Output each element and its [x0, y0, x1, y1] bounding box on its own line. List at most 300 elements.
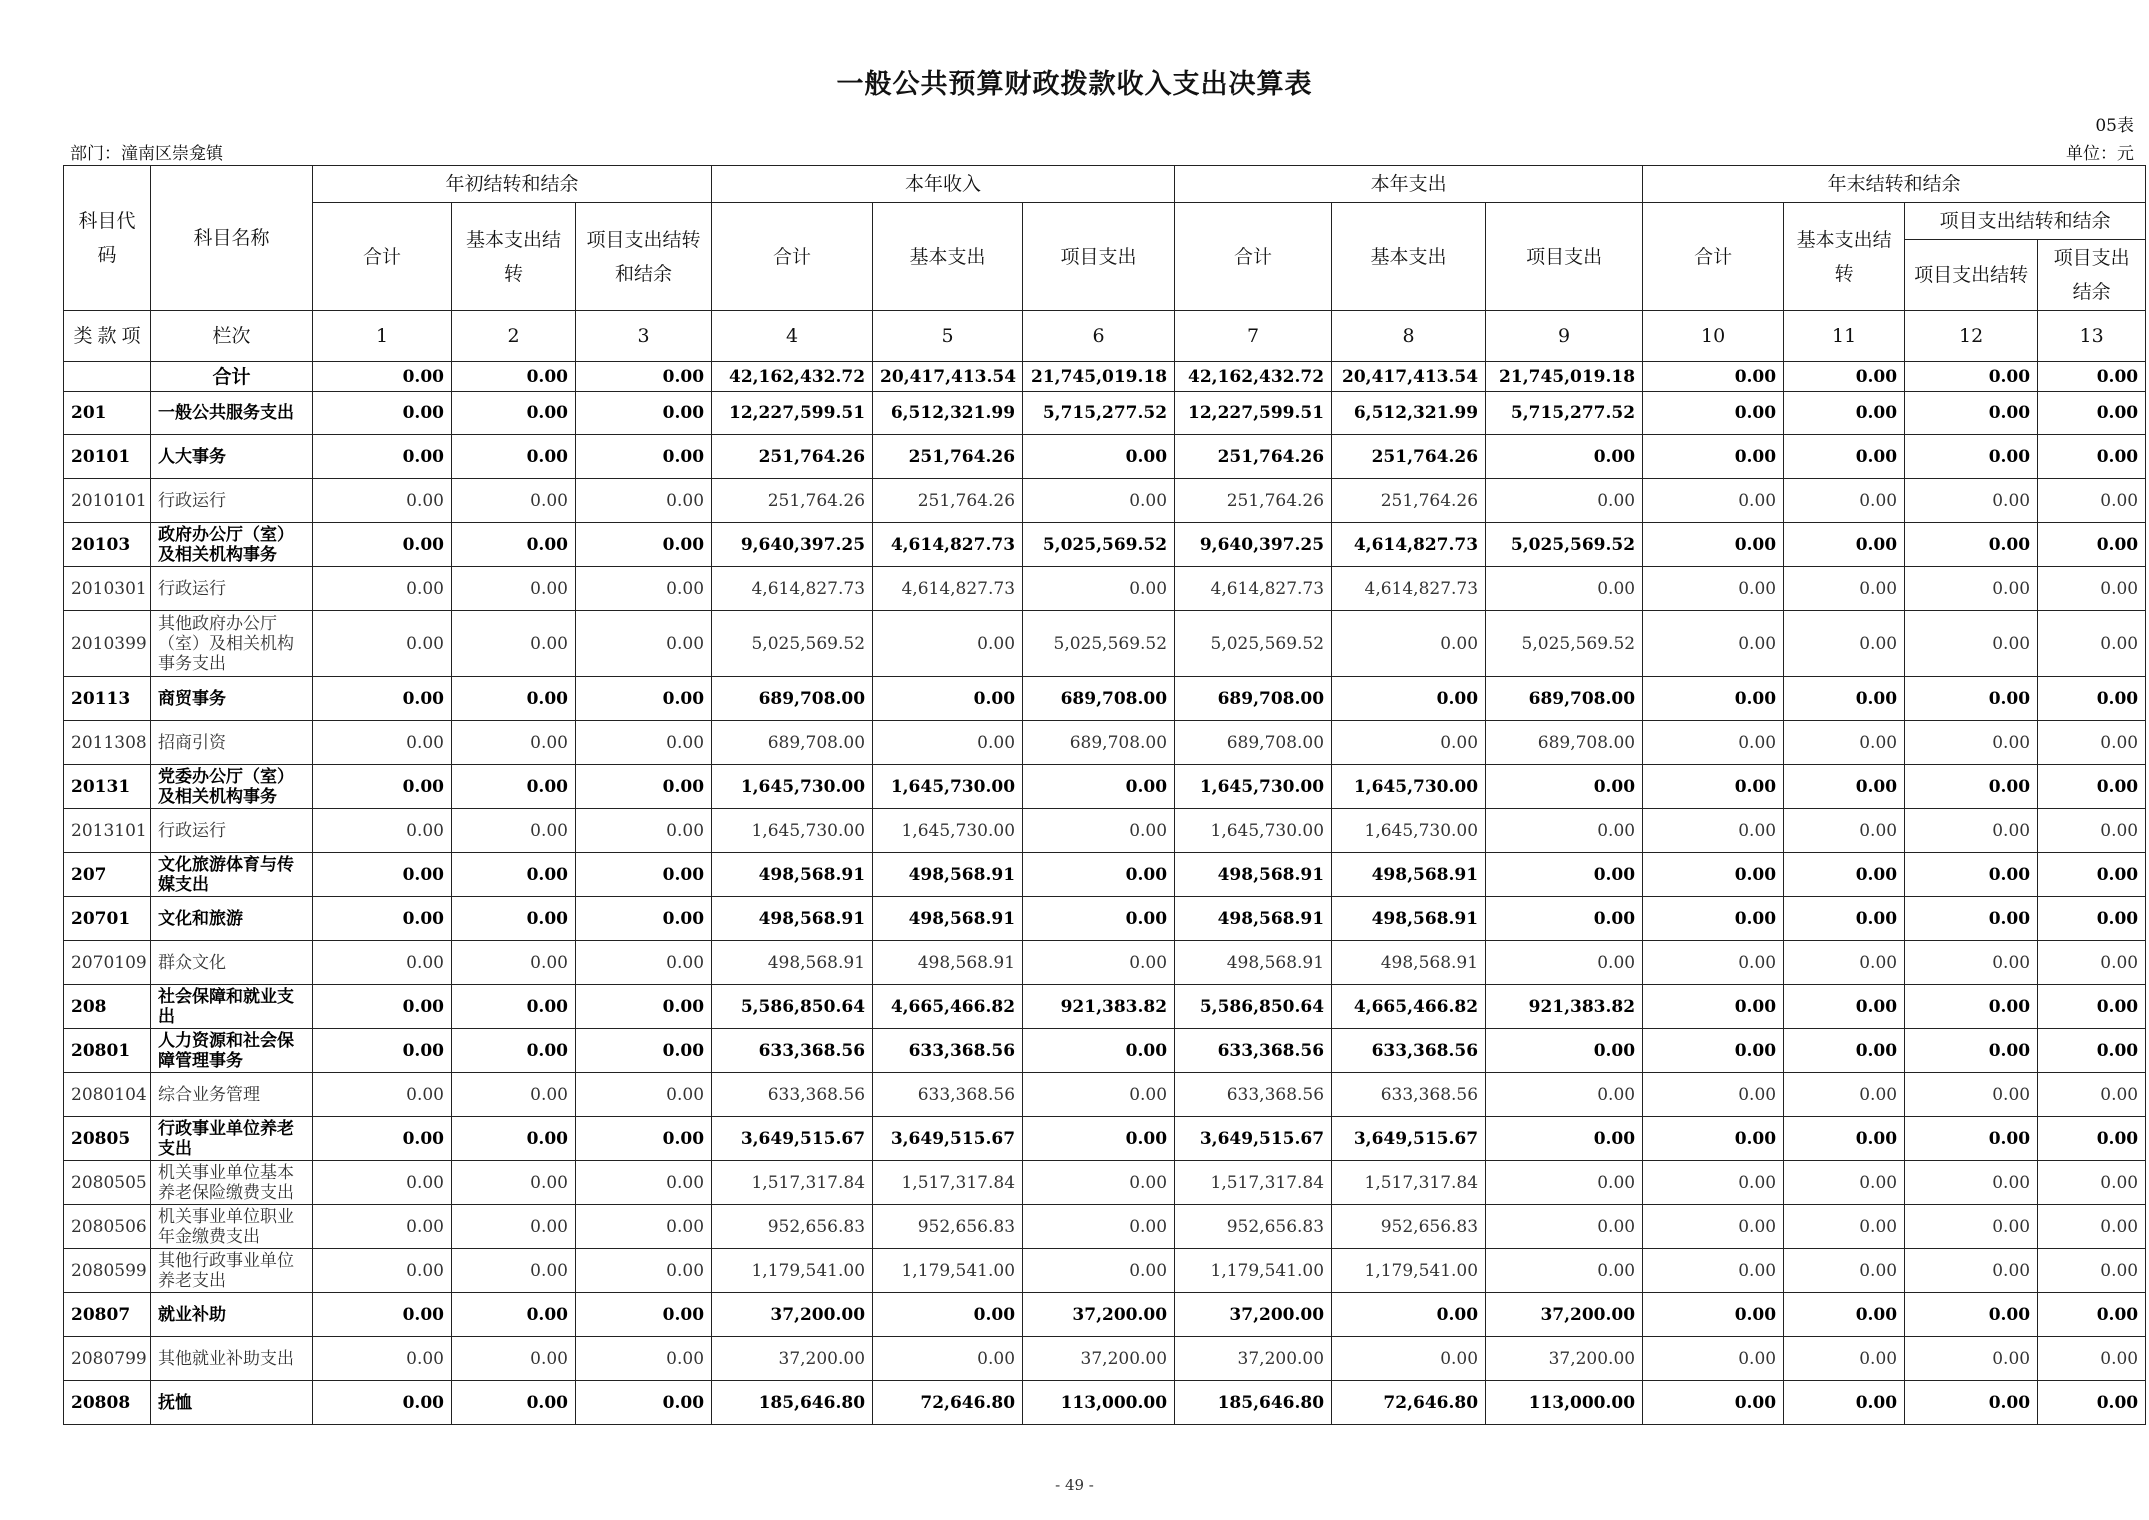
row-value: 1,645,730.00: [1175, 765, 1332, 809]
row-value: 12,227,599.51: [1175, 392, 1332, 435]
row-value: 0.00: [1643, 1381, 1784, 1425]
row-code: 207: [64, 853, 151, 897]
row-value: 689,708.00: [1486, 721, 1643, 765]
row-value: 0.00: [2038, 941, 2146, 985]
col-number: 10: [1643, 311, 1784, 362]
kind-labels: [64, 311, 151, 362]
col-number: 7: [1175, 311, 1332, 362]
row-value: 689,708.00: [1023, 677, 1175, 721]
header-income-basic: 基本支出: [873, 203, 1023, 311]
row-value: 0.00: [1784, 721, 1905, 765]
col-number: 5: [873, 311, 1023, 362]
row-value: 0.00: [2038, 1029, 2146, 1073]
row-value: 689,708.00: [1175, 677, 1332, 721]
row-value: 0.00: [1643, 1161, 1784, 1205]
row-value: 689,708.00: [1175, 721, 1332, 765]
row-value: 42,162,432.72: [712, 362, 873, 392]
row-value: 0.00: [1332, 1293, 1486, 1337]
row-value: 921,383.82: [1486, 985, 1643, 1029]
row-value: 0.00: [1784, 1161, 1905, 1205]
row-value: 0.00: [2038, 523, 2146, 567]
row-value: 0.00: [2038, 677, 2146, 721]
row-value: 0.00: [873, 1337, 1023, 1381]
row-value: 0.00: [313, 1293, 452, 1337]
row-value: 633,368.56: [1332, 1029, 1486, 1073]
table-row: [64, 941, 2146, 985]
row-value: 0.00: [2038, 1249, 2146, 1293]
row-value: 0.00: [576, 985, 712, 1029]
page-number: - 49 -: [1055, 1476, 1094, 1494]
kind-kuan: 款: [97, 325, 117, 347]
row-value: 633,368.56: [712, 1029, 873, 1073]
row-value: 0.00: [452, 567, 576, 611]
row-value: 0.00: [313, 1029, 452, 1073]
row-value: 689,708.00: [1023, 721, 1175, 765]
row-value: 0.00: [313, 1249, 452, 1293]
row-value: 0.00: [1905, 1337, 2038, 1381]
row-value: 1,517,317.84: [1175, 1161, 1332, 1205]
row-value: 0.00: [1784, 809, 1905, 853]
row-value: 1,517,317.84: [1332, 1161, 1486, 1205]
row-value: 0.00: [1486, 567, 1643, 611]
row-value: 6,512,321.99: [1332, 392, 1486, 435]
row-value: 0.00: [313, 1205, 452, 1249]
row-code: 208: [64, 985, 151, 1029]
row-code: 2013101: [64, 809, 151, 853]
row-code: 2070109: [64, 941, 151, 985]
row-value: 633,368.56: [873, 1073, 1023, 1117]
row-value: 0.00: [1486, 853, 1643, 897]
header-expense-total: 合计: [1175, 203, 1332, 311]
row-value: 4,614,827.73: [1332, 567, 1486, 611]
row-value: 498,568.91: [1175, 853, 1332, 897]
row-value: 0.00: [1643, 1117, 1784, 1161]
row-code: 2080799: [64, 1337, 151, 1381]
row-value: 1,179,541.00: [1332, 1249, 1486, 1293]
row-value: 1,179,541.00: [873, 1249, 1023, 1293]
row-value: 0.00: [452, 897, 576, 941]
row-value: 4,665,466.82: [873, 985, 1023, 1029]
row-name: 人力资源和社会保障管理事务: [151, 1029, 313, 1073]
table-row: [64, 435, 2146, 479]
row-value: 5,025,569.52: [1023, 611, 1175, 677]
col-number: 9: [1486, 311, 1643, 362]
row-value: 0.00: [2038, 1073, 2146, 1117]
row-value: 0.00: [1643, 1073, 1784, 1117]
row-value: 633,368.56: [1175, 1073, 1332, 1117]
table-row: [64, 1029, 2146, 1073]
row-value: 498,568.91: [1175, 897, 1332, 941]
row-code: 20701: [64, 897, 151, 941]
row-value: 921,383.82: [1023, 985, 1175, 1029]
row-value: 0.00: [2038, 611, 2146, 677]
row-value: 498,568.91: [1332, 897, 1486, 941]
row-value: 0.00: [1023, 1161, 1175, 1205]
row-value: 0.00: [1905, 941, 2038, 985]
row-code: 20103: [64, 523, 151, 567]
row-value: 633,368.56: [1175, 1029, 1332, 1073]
table-row: [64, 567, 2146, 611]
row-value: 0.00: [1332, 721, 1486, 765]
row-value: 0.00: [2038, 1381, 2146, 1425]
row-value: 0.00: [576, 1117, 712, 1161]
table-row: [64, 479, 2146, 523]
row-value: 0.00: [1643, 897, 1784, 941]
row-value: 0.00: [313, 611, 452, 677]
header-closing-basic: 基本支出结转: [1784, 203, 1905, 311]
row-name: 党委办公厅（室）及相关机构事务: [151, 765, 313, 809]
row-value: 0.00: [1023, 941, 1175, 985]
row-value: 0.00: [313, 1337, 452, 1381]
row-value: 0.00: [2038, 435, 2146, 479]
row-value: 3,649,515.67: [1175, 1117, 1332, 1161]
row-value: 0.00: [313, 677, 452, 721]
row-value: 0.00: [1023, 765, 1175, 809]
row-name: 机关事业单位基本养老保险缴费支出: [151, 1161, 313, 1205]
row-value: 0.00: [452, 1249, 576, 1293]
row-value: 4,665,466.82: [1332, 985, 1486, 1029]
row-value: 42,162,432.72: [1175, 362, 1332, 392]
row-value: 0.00: [1486, 479, 1643, 523]
col-number: 3: [576, 311, 712, 362]
row-value: 0.00: [2038, 479, 2146, 523]
row-name: 行政运行: [151, 567, 313, 611]
row-value: 0.00: [1905, 677, 2038, 721]
row-value: 5,025,569.52: [1486, 523, 1643, 567]
row-value: 0.00: [1486, 1161, 1643, 1205]
table-row: [64, 1337, 2146, 1381]
row-value: 4,614,827.73: [1175, 567, 1332, 611]
header-income-total: 合计: [712, 203, 873, 311]
table-row: [64, 1205, 2146, 1249]
row-value: 21,745,019.18: [1486, 362, 1643, 392]
row-value: 0.00: [1023, 897, 1175, 941]
col-number: 8: [1332, 311, 1486, 362]
row-value: 0.00: [1905, 362, 2038, 392]
row-value: 1,645,730.00: [712, 765, 873, 809]
row-value: 1,645,730.00: [1332, 765, 1486, 809]
row-name: 抚恤: [151, 1381, 313, 1425]
header-group-expense: 本年支出: [1175, 166, 1643, 203]
row-value: 0.00: [1784, 362, 1905, 392]
row-code: 20101: [64, 435, 151, 479]
row-value: 72,646.80: [873, 1381, 1023, 1425]
row-value: 0.00: [1486, 1249, 1643, 1293]
table-number: 05表: [2095, 116, 2134, 136]
row-value: 0.00: [1905, 721, 2038, 765]
row-value: 0.00: [1784, 1205, 1905, 1249]
row-value: 0.00: [452, 765, 576, 809]
row-value: 952,656.83: [1175, 1205, 1332, 1249]
row-value: 0.00: [1023, 479, 1175, 523]
row-value: 0.00: [576, 1337, 712, 1381]
row-value: 0.00: [452, 1161, 576, 1205]
table-row: [64, 721, 2146, 765]
row-value: 20,417,413.54: [1332, 362, 1486, 392]
row-value: 0.00: [1905, 1293, 2038, 1337]
budget-table: [63, 165, 2146, 1425]
table-row: [64, 1293, 2146, 1337]
row-value: 0.00: [313, 479, 452, 523]
row-value: 4,614,827.73: [1332, 523, 1486, 567]
table-row: [64, 1381, 2146, 1425]
row-value: 0.00: [452, 435, 576, 479]
table-row: [64, 809, 2146, 853]
row-value: 0.00: [1643, 853, 1784, 897]
row-name: 行政运行: [151, 809, 313, 853]
col-number: 13: [2038, 311, 2146, 362]
row-value: 689,708.00: [1486, 677, 1643, 721]
row-code: 2080104: [64, 1073, 151, 1117]
row-value: 0.00: [2038, 985, 2146, 1029]
row-value: 0.00: [1643, 765, 1784, 809]
row-value: 0.00: [1784, 941, 1905, 985]
row-value: 0.00: [2038, 362, 2146, 392]
row-value: 0.00: [1905, 1117, 2038, 1161]
row-value: 0.00: [452, 809, 576, 853]
row-value: 0.00: [452, 677, 576, 721]
header-opening-total: 合计: [313, 203, 452, 311]
row-value: 0.00: [1905, 1205, 2038, 1249]
row-code: 2010301: [64, 567, 151, 611]
row-value: 0.00: [2038, 1337, 2146, 1381]
row-value: 0.00: [1784, 897, 1905, 941]
row-value: 0.00: [452, 1073, 576, 1117]
row-code: 20808: [64, 1381, 151, 1425]
row-value: 0.00: [1643, 392, 1784, 435]
row-value: 37,200.00: [1023, 1293, 1175, 1337]
row-name: 招商引资: [151, 721, 313, 765]
row-value: 0.00: [313, 765, 452, 809]
row-value: 0.00: [452, 1117, 576, 1161]
header-expense-basic: 基本支出: [1332, 203, 1486, 311]
row-code: 20805: [64, 1117, 151, 1161]
row-value: 0.00: [452, 721, 576, 765]
row-value: 1,517,317.84: [712, 1161, 873, 1205]
row-value: 0.00: [1486, 941, 1643, 985]
row-value: 498,568.91: [712, 897, 873, 941]
row-value: 3,649,515.67: [712, 1117, 873, 1161]
row-value: 12,227,599.51: [712, 392, 873, 435]
row-value: 20,417,413.54: [873, 362, 1023, 392]
row-value: 0.00: [1784, 611, 1905, 677]
row-value: 0.00: [1784, 1249, 1905, 1293]
row-value: 1,645,730.00: [712, 809, 873, 853]
row-value: 0.00: [452, 523, 576, 567]
row-value: 1,645,730.00: [1332, 809, 1486, 853]
row-value: 37,200.00: [1486, 1337, 1643, 1381]
row-value: 498,568.91: [873, 941, 1023, 985]
row-value: 0.00: [1784, 677, 1905, 721]
row-value: 0.00: [1643, 985, 1784, 1029]
row-value: 3,649,515.67: [873, 1117, 1023, 1161]
row-value: 0.00: [1023, 853, 1175, 897]
row-name: 其他就业补助支出: [151, 1337, 313, 1381]
row-value: 952,656.83: [1332, 1205, 1486, 1249]
row-value: 0.00: [1332, 611, 1486, 677]
header-closing-project-carry: 项目支出结转: [1905, 240, 2038, 311]
row-value: 689,708.00: [712, 677, 873, 721]
table-row: [64, 392, 2146, 435]
row-value: 498,568.91: [1175, 941, 1332, 985]
row-code: 2010101: [64, 479, 151, 523]
row-value: 0.00: [313, 1161, 452, 1205]
row-value: 0.00: [576, 677, 712, 721]
row-value: 0.00: [1486, 1029, 1643, 1073]
row-value: 633,368.56: [873, 1029, 1023, 1073]
row-value: 37,200.00: [1175, 1293, 1332, 1337]
row-value: 0.00: [1643, 677, 1784, 721]
header-code: 科目代码: [64, 166, 151, 311]
row-value: 0.00: [1486, 897, 1643, 941]
row-value: 0.00: [1784, 523, 1905, 567]
row-value: 0.00: [1643, 1293, 1784, 1337]
row-value: 0.00: [313, 435, 452, 479]
row-value: 0.00: [576, 1029, 712, 1073]
table-row: [64, 985, 2146, 1029]
row-value: 1,179,541.00: [1175, 1249, 1332, 1293]
row-value: 0.00: [576, 1293, 712, 1337]
table-row: [64, 611, 2146, 677]
header-closing-total: 合计: [1643, 203, 1784, 311]
row-value: 0.00: [313, 523, 452, 567]
row-value: 0.00: [2038, 392, 2146, 435]
row-value: 0.00: [1905, 809, 2038, 853]
col-number: 1: [313, 311, 452, 362]
row-value: 0.00: [452, 853, 576, 897]
table-row: [64, 897, 2146, 941]
row-value: 0.00: [313, 721, 452, 765]
row-value: 251,764.26: [1175, 479, 1332, 523]
row-value: 0.00: [1643, 809, 1784, 853]
kind-lei: 类: [73, 325, 93, 347]
row-value: 0.00: [1643, 1337, 1784, 1381]
row-value: 0.00: [1905, 897, 2038, 941]
row-name: 行政事业单位养老支出: [151, 1117, 313, 1161]
row-value: 0.00: [452, 941, 576, 985]
row-value: 0.00: [1905, 1381, 2038, 1425]
row-value: 0.00: [576, 897, 712, 941]
header-group-opening: 年初结转和结余: [313, 166, 712, 203]
header-closing-project-surplus: 项目支出结余: [2038, 240, 2146, 311]
row-name: 文化旅游体育与传媒支出: [151, 853, 313, 897]
row-name: 综合业务管理: [151, 1073, 313, 1117]
row-value: 0.00: [1784, 985, 1905, 1029]
row-value: 6,512,321.99: [873, 392, 1023, 435]
col-number: 11: [1784, 311, 1905, 362]
header-name: 科目名称: [151, 166, 313, 311]
row-code: 20113: [64, 677, 151, 721]
row-value: 37,200.00: [712, 1337, 873, 1381]
row-code: 2010399: [64, 611, 151, 677]
row-value: 1,179,541.00: [712, 1249, 873, 1293]
row-value: 0.00: [1643, 479, 1784, 523]
table-header: [64, 166, 2146, 362]
row-value: 0.00: [576, 1381, 712, 1425]
row-value: 0.00: [1905, 611, 2038, 677]
col-number: 12: [1905, 311, 2038, 362]
row-value: 0.00: [576, 611, 712, 677]
row-value: 0.00: [1023, 809, 1175, 853]
header-opening-basic: 基本支出结转: [452, 203, 576, 311]
row-code: 2080505: [64, 1161, 151, 1205]
row-value: 0.00: [576, 392, 712, 435]
row-value: 0.00: [1332, 1337, 1486, 1381]
row-code: [64, 362, 151, 392]
row-value: 0.00: [452, 479, 576, 523]
row-value: 0.00: [1643, 1249, 1784, 1293]
row-value: 0.00: [1023, 1249, 1175, 1293]
row-value: 37,200.00: [1023, 1337, 1175, 1381]
row-value: 0.00: [1023, 1073, 1175, 1117]
row-value: 0.00: [452, 1029, 576, 1073]
row-value: 0.00: [576, 853, 712, 897]
row-value: 4,614,827.73: [712, 567, 873, 611]
row-value: 72,646.80: [1332, 1381, 1486, 1425]
row-name: 政府办公厅（室）及相关机构事务: [151, 523, 313, 567]
table-row: [64, 1117, 2146, 1161]
row-value: 498,568.91: [1332, 941, 1486, 985]
row-value: 1,645,730.00: [873, 765, 1023, 809]
row-value: 0.00: [1643, 941, 1784, 985]
row-name: 商贸事务: [151, 677, 313, 721]
row-value: 498,568.91: [873, 853, 1023, 897]
row-value: 0.00: [2038, 1293, 2146, 1337]
row-value: 0.00: [576, 479, 712, 523]
row-value: 251,764.26: [873, 479, 1023, 523]
lanci-label: 栏次: [151, 311, 313, 362]
row-value: 0.00: [1023, 435, 1175, 479]
row-value: 0.00: [452, 392, 576, 435]
row-name: 合计: [151, 362, 313, 392]
row-value: 0.00: [452, 1205, 576, 1249]
row-value: 0.00: [1905, 853, 2038, 897]
row-value: 251,764.26: [1332, 435, 1486, 479]
row-name: 社会保障和就业支出: [151, 985, 313, 1029]
col-number: 2: [452, 311, 576, 362]
unit-label: 单位：元: [2066, 144, 2134, 164]
row-code: 20801: [64, 1029, 151, 1073]
row-value: 0.00: [452, 362, 576, 392]
row-value: 9,640,397.25: [1175, 523, 1332, 567]
row-value: 0.00: [1643, 1029, 1784, 1073]
row-value: 0.00: [313, 985, 452, 1029]
row-name: 文化和旅游: [151, 897, 313, 941]
row-value: 0.00: [1643, 523, 1784, 567]
row-value: 0.00: [1023, 1205, 1175, 1249]
row-name: 一般公共服务支出: [151, 392, 313, 435]
row-value: 0.00: [1905, 1249, 2038, 1293]
row-value: 0.00: [1784, 435, 1905, 479]
row-value: 498,568.91: [873, 897, 1023, 941]
table-row: [64, 765, 2146, 809]
row-value: 0.00: [1905, 1073, 2038, 1117]
table-row: [64, 677, 2146, 721]
header-income-project: 项目支出: [1023, 203, 1175, 311]
row-value: 0.00: [1643, 611, 1784, 677]
row-value: 0.00: [313, 897, 452, 941]
row-value: 0.00: [576, 721, 712, 765]
row-value: 0.00: [1643, 567, 1784, 611]
row-value: 0.00: [313, 392, 452, 435]
row-value: 0.00: [873, 611, 1023, 677]
row-value: 0.00: [2038, 567, 2146, 611]
row-value: 0.00: [313, 362, 452, 392]
row-value: 0.00: [1486, 765, 1643, 809]
row-value: 185,646.80: [712, 1381, 873, 1425]
row-code: 20131: [64, 765, 151, 809]
row-value: 1,645,730.00: [1175, 809, 1332, 853]
